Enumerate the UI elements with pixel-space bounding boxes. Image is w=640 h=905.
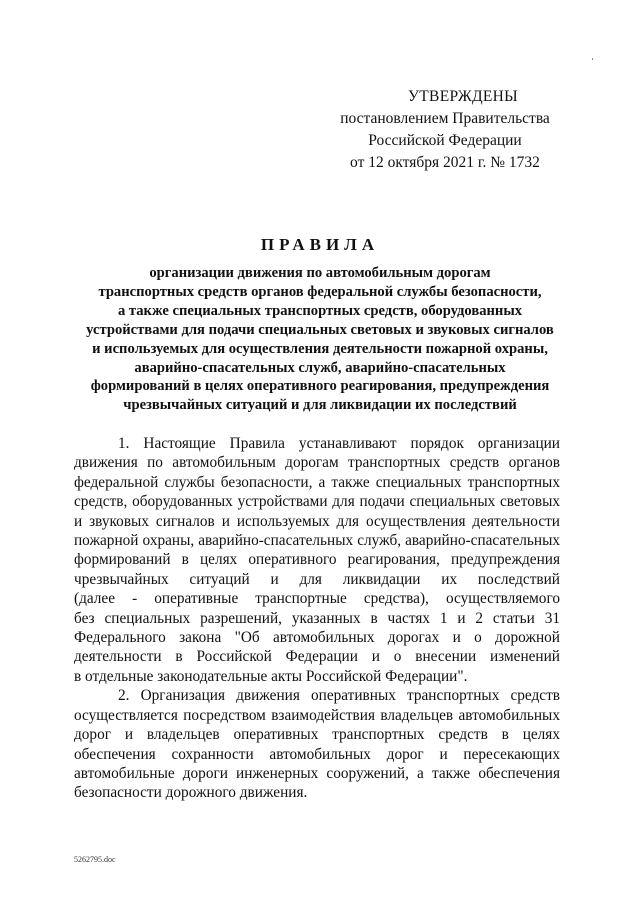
subtitle-line: организации движения по автомобильным дорогам	[149, 265, 491, 281]
paragraph-line: безопасности дорожного движения.	[74, 784, 308, 802]
scan-speck	[592, 58, 593, 60]
subtitle-line: и используемых для осуществления деятельности пожарной охраны,	[92, 340, 548, 357]
subtitle-line: аварийно-спасательных служб, аварийно-спасательных	[134, 359, 506, 376]
subtitle-line: устройствами для подачи специальных световых и звуковых сигналов	[86, 321, 554, 338]
paragraph-line: деятельности в Российской Федерации и о внесении изменений	[74, 648, 560, 666]
file-code: 5262795.doc	[74, 855, 116, 864]
paragraph-line: (далее - оперативные транспортные средства), осуществляемого	[74, 590, 560, 608]
document-title: ПРАВИЛА	[260, 235, 380, 254]
paragraph-line: осуществляется посредством взаимодействия владельцев автомобильных	[74, 706, 560, 724]
paragraph-line: чрезвычайных ситуаций и для ликвидации их последствий	[74, 570, 560, 588]
paragraph-2	[74, 686, 560, 802]
paragraph-line: Федерального закона "Об автомобильных дорогах и о дорожной	[74, 629, 560, 647]
subtitle-line: чрезвычайных ситуаций и для ликвидации их последствий	[123, 397, 517, 414]
approved-heading: УТВЕРЖДЕНЫ	[408, 88, 518, 105]
document-body	[74, 434, 560, 803]
paragraph-line: 1. Настоящие Правила устанавливают порядок организации	[118, 435, 560, 452]
paragraph-line: и звуковых сигналов и используемых для осуществления деятельности	[74, 512, 560, 530]
paragraph-line: дорог и владельцев оперативных транспортных средств в целях	[74, 726, 560, 744]
paragraph-line: автомобильные дороги инженерных сооружений, а также обеспечения	[74, 764, 560, 782]
paragraph-line: средств, оборудованных устройствами для подачи специальных световых	[74, 493, 560, 511]
approval-line-3: от 12 октября 2021 г. № 1732	[350, 154, 540, 171]
paragraph-line: обеспечения сохранности автомобильных дорог и пересекающих	[74, 745, 560, 763]
paragraph-line: 2. Организация движения оперативных транспортных средств	[118, 687, 560, 705]
paragraph-line: пожарной охраны, аварийно-спасательных служб, аварийно-спасательных	[74, 532, 560, 550]
paragraph-1	[74, 434, 560, 686]
paragraph-line: формирований в целях оперативного реагирования, предупреждения	[74, 551, 560, 569]
approval-block	[330, 86, 560, 174]
paragraph-line: движения по автомобильным дорогам транспортных средств органов	[74, 454, 560, 472]
subtitle-line: а также специальных транспортных средств, оборудованных	[117, 302, 523, 319]
approval-line-1: постановлением Правительства	[340, 110, 550, 127]
paragraph-line: федеральной службы безопасности, а также специальных транспортных	[74, 473, 560, 491]
approval-line-2: Российской Федерации	[368, 132, 522, 149]
paragraph-line: в отдельные законодательные акты Российской Федерации".	[74, 667, 468, 685]
subtitle-line: транспортных средств органов федеральной службы безопасности,	[98, 283, 542, 300]
document-subtitle	[60, 264, 580, 415]
subtitle-line: формирований в целях оперативного реагирования, предупреждения	[90, 378, 550, 395]
paragraph-line: без специальных разрешений, указанных в частях 1 и 2 статьи 31	[74, 609, 560, 627]
